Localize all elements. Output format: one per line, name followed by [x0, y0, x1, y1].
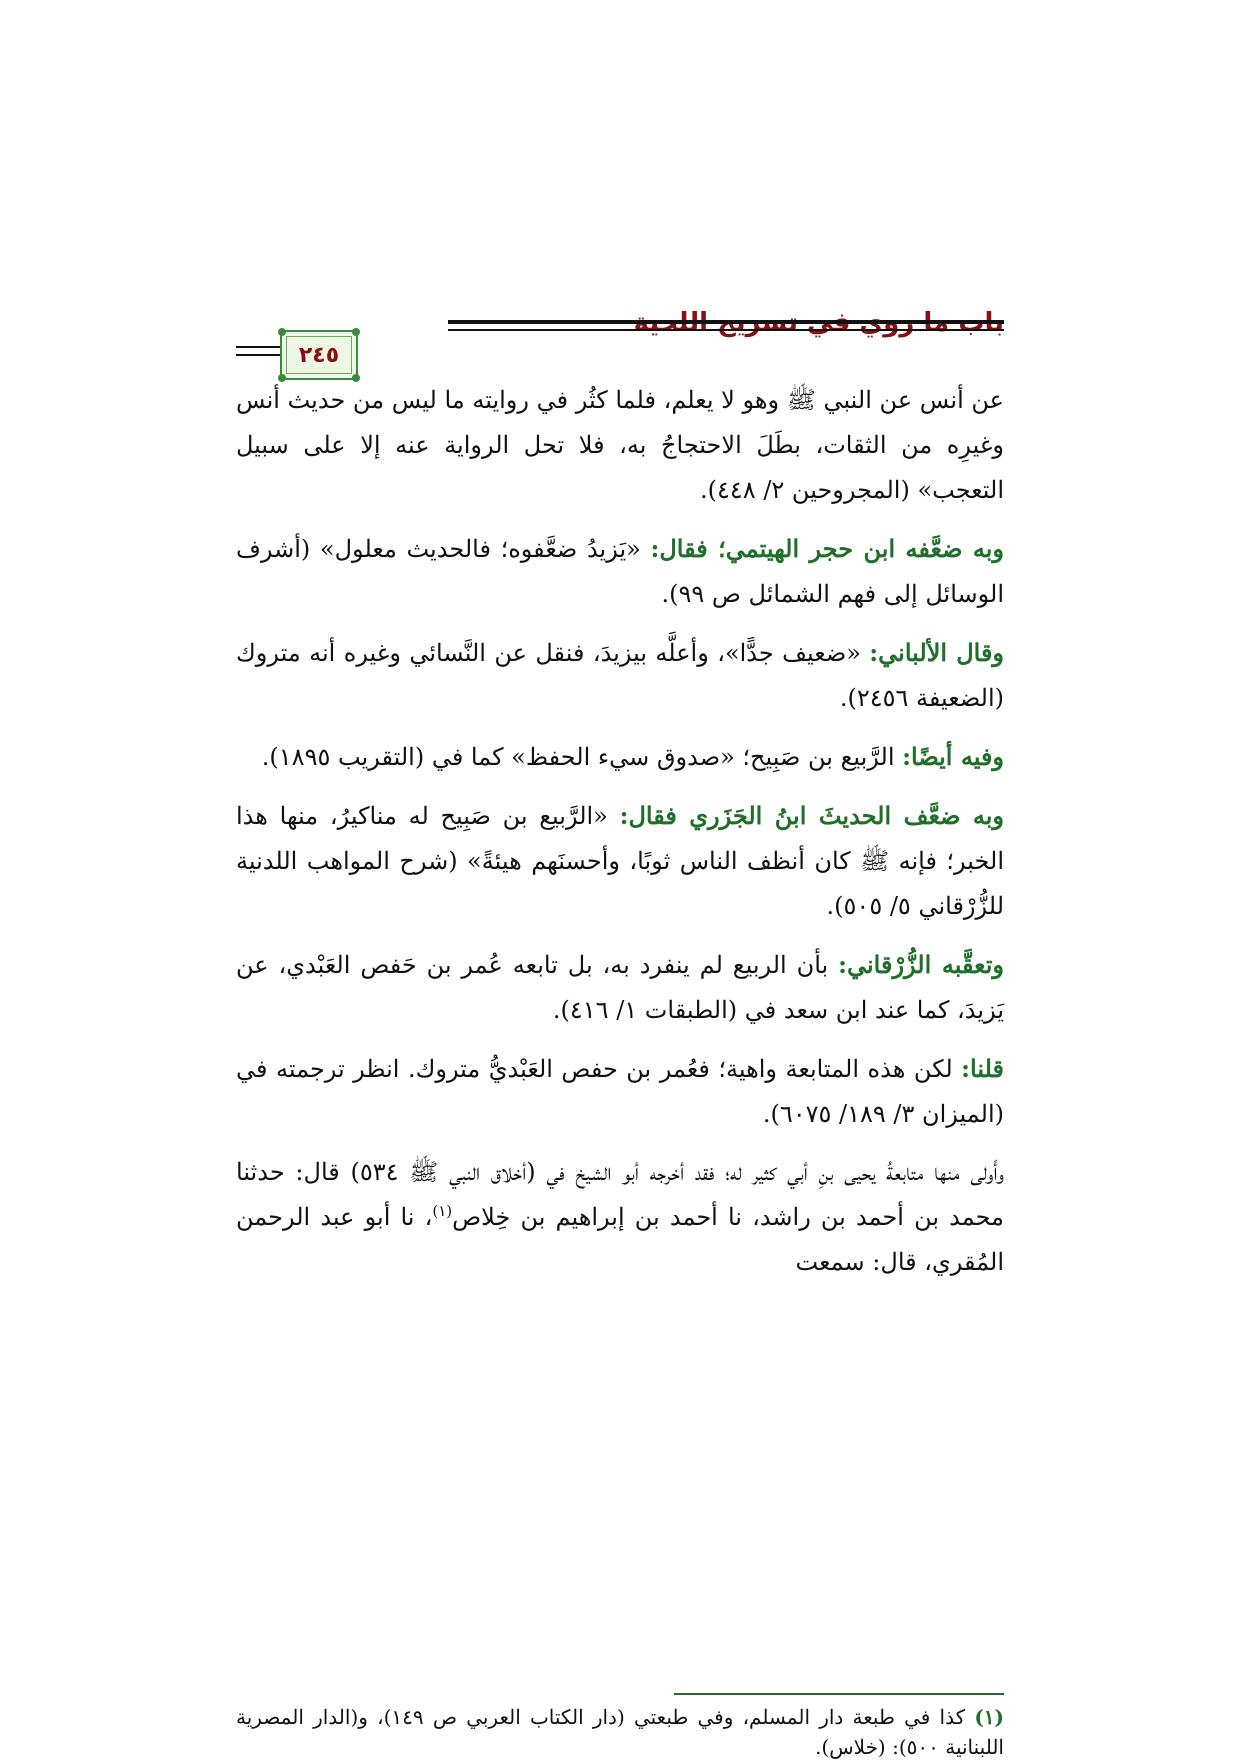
paragraph-text: «الرَّبيع بن صَبِيح له مناكيرُ، منها هذا الخبر؛ فإنه ﷺ كان أنظف الناس ثوبًا، وأحسنَهم هيئةً» (شرح المواهب اللدنية للزُّرْقاني ٥/ ٥٠٥).	[236, 802, 1004, 920]
main-text	[236, 378, 1004, 1298]
footnote-reference[interactable]: (١)	[432, 1202, 453, 1220]
paragraph	[236, 630, 1004, 721]
paragraph	[236, 942, 1004, 1033]
badge-ornament	[278, 328, 286, 336]
paragraph-text: لكن هذه المتابعة واهية؛ فعُمر بن حفص العَبْديُّ متروك. انظر ترجمته في (الميزان ٣/ ١٨٩/ ٦٠٧٥).	[236, 1055, 1004, 1128]
footnote-number: (١)	[974, 1705, 1004, 1729]
paragraph	[236, 1150, 1004, 1285]
paragraph-lead: وفيه أيضًا:	[902, 742, 1004, 771]
paragraph	[236, 734, 1004, 780]
paragraph	[236, 793, 1004, 929]
paragraph-text: بأن الربيع لم ينفرد به، بل تابعه عُمر بن حَفص العَبْدي، عن يَزيدَ، كما عند ابن سعد في (الطبقات ١/ ٤١٦).	[236, 951, 1004, 1024]
paragraph-text: «يَزيدُ ضعَّفوه؛ فالحديث معلول» (أشرف الوسائل إلى فهم الشمائل ص ٩٩).	[236, 535, 1004, 608]
footnote-text: كذا في طبعة دار المسلم، وفي طبعتي (دار الكتاب العربي ص ١٤٩)، و(الدار المصرية اللبنانية ٥٠٠): (خلاس).	[236, 1705, 1004, 1759]
paragraph	[236, 378, 1004, 513]
paragraph-lead: وبه ضعَّفه ابن حجر الهيتمي؛ فقال:	[650, 534, 1004, 563]
paragraph-text: الرَّبيع بن صَبِيح؛ «صدوق سيء الحفظ» كما في (التقريب ١٨٩٥).	[261, 743, 903, 771]
footnote	[236, 1702, 1004, 1762]
paragraph-lead: وقال الألباني:	[869, 638, 1005, 667]
paragraph-text: وأَولى منها متابعةُ يحيى بنِ أبي كثير له؛ فقد أخرجه أبو الشيخ في (أخلاق النبي ﷺ ٥٣٤) قال: حدثنا محمد بن أحمد بن راشد، نا أحمد بن إبراهيم بن خِلاص	[236, 1158, 1004, 1231]
paragraph-text: عن أنس عن النبي ﷺ وهو لا يعلم، فلما كثُر في روايته ما ليس من حديث أنس وغيرِه من الثقات، بطَلَ الاحتجاجُ به، فلا تحل الرواية عنه إلا على سبيل التعجب» (المجروحين ٢/ ٤٤٨).	[236, 386, 1004, 504]
paragraph	[236, 526, 1004, 617]
paragraph-text: ، نا أبو عبد الرحمن المُقري، قال: سمعت	[236, 1203, 1004, 1276]
badge-ornament	[352, 328, 360, 336]
page-number-badge	[280, 330, 358, 380]
header-rule-left-bottom	[236, 354, 280, 356]
paragraph	[236, 1046, 1004, 1137]
paragraph-text: «ضعيف جدًّا»، وأعلَّه بيزيدَ، فنقل عن النَّسائي وغيره أنه متروك (الضعيفة ٢٤٥٦).	[236, 639, 1004, 712]
footnote-item	[236, 1702, 1004, 1762]
header-rule-right-bottom	[448, 329, 1004, 331]
header-rule-right-top	[448, 320, 1004, 324]
chapter-title: باب ما روي في تسريح اللحية	[633, 308, 1004, 338]
footnote-divider	[674, 1693, 1004, 1695]
header-rule-left-top	[236, 346, 280, 348]
paragraph-lead: وبه ضعَّف الحديثَ ابنُ الجَزَري فقال:	[619, 801, 1004, 830]
paragraph-lead: قلنا:	[961, 1054, 1004, 1083]
page-number: ٢٤٥	[298, 342, 340, 368]
paragraph-lead: وتعقَّبه الزُّرْقاني:	[838, 950, 1005, 979]
